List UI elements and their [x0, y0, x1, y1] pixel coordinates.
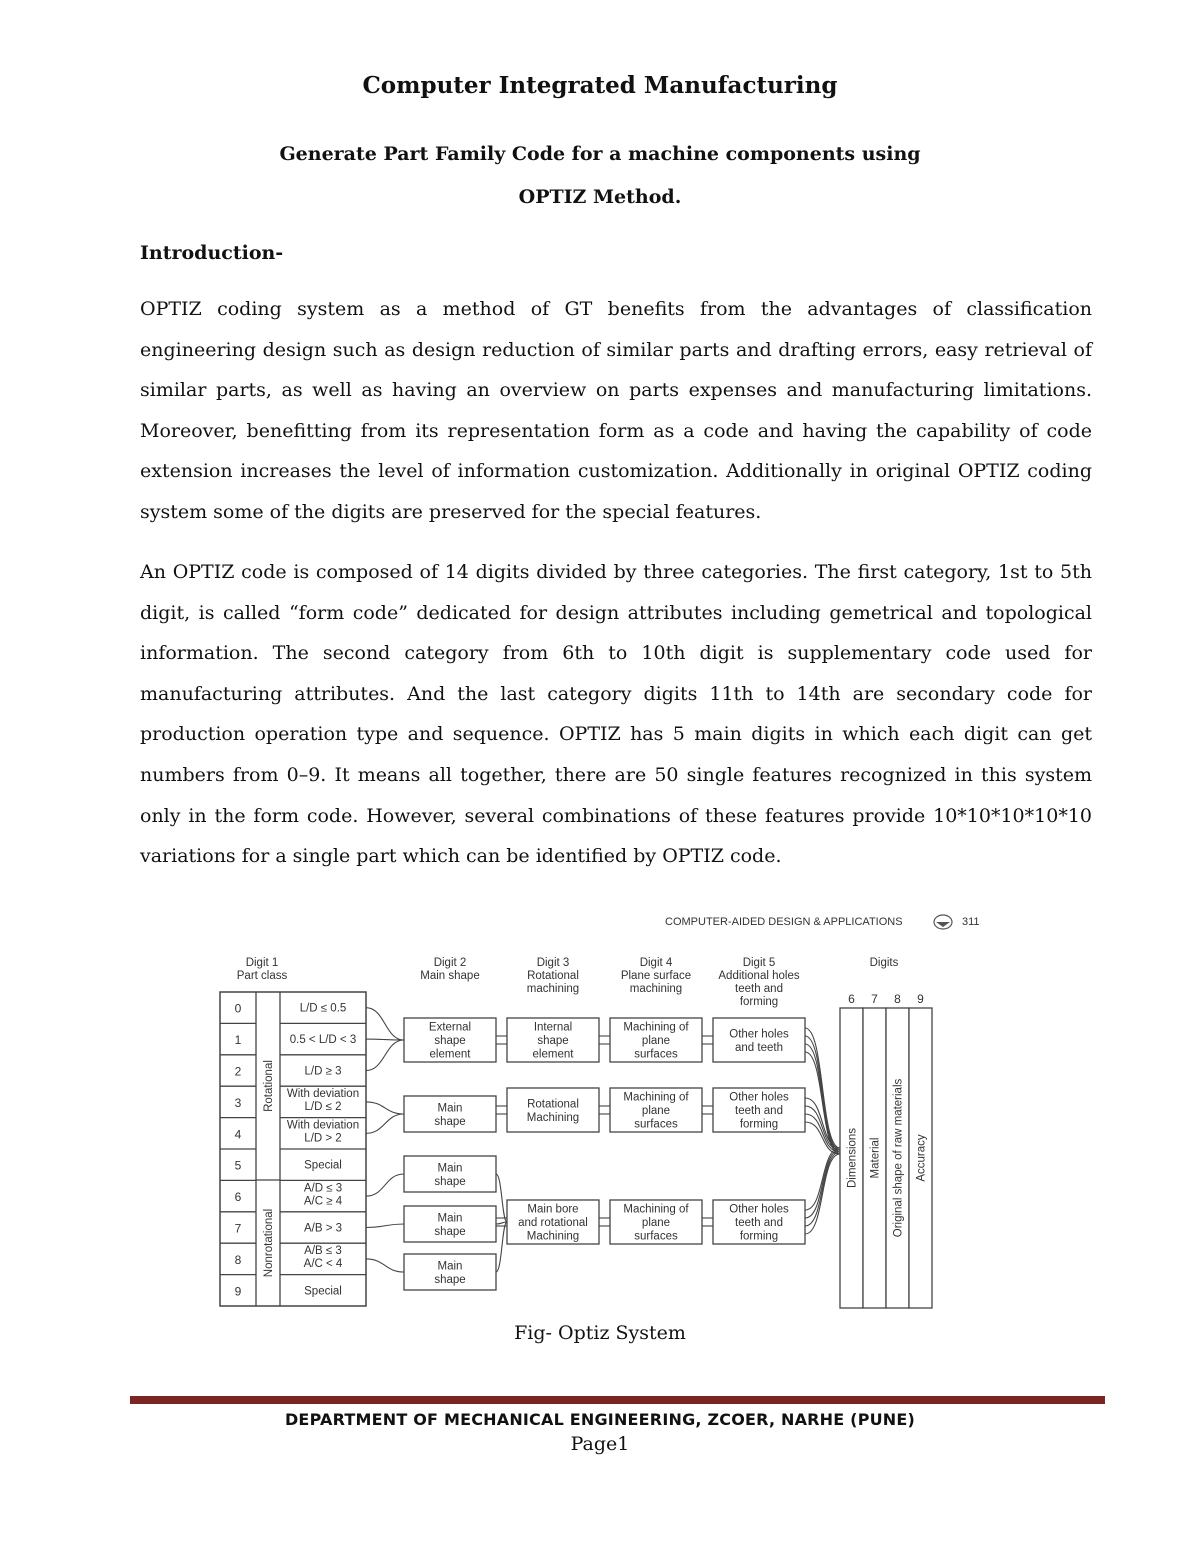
digit2-title: Digit 2 — [433, 957, 467, 969]
digit5-box-label: forming — [739, 1118, 779, 1131]
optiz-figure — [210, 900, 990, 1320]
document-title: Computer Integrated Manufacturing — [362, 72, 838, 99]
digit4-boxes — [610, 1018, 702, 1244]
part-class-label: L/D ≤ 0.5 — [299, 1002, 347, 1015]
connector — [805, 1106, 840, 1150]
part-class-label: A/B ≤ 3 — [304, 1245, 342, 1258]
connector — [366, 1008, 404, 1040]
digit2-boxes — [404, 1018, 496, 1290]
digit3-box-label: shape — [537, 1035, 569, 1047]
paragraph-2: An OPTIZ code is composed of 14 digits divided by three categories. The first category, 1st to 5th digit, is called “form code” dedicated for design attributes including gemetrical and topological information. The second category from 6th to 10th digit is supplementary code used for manufacturing attributes. And the last category digits 11th to 14th are secondary code for production operation type and sequence. OPTIZ has 5 main digits in which each digit can get numbers from 0–9. It means all together, there are 50 single features recognized in this system only in the form code. However, several combinations of these features provide 10*10*10*10*10 variations for a single part which can be identified by OPTIZ code. — [140, 561, 1092, 868]
digit3-box-label: element — [532, 1048, 574, 1061]
digit2-box-label: shape — [434, 1035, 466, 1047]
paragraph-1: OPTIZ coding system as a method of GT benefits from the advantages of classification engineering design such as design reduction of similar parts and drafting errors, easy retrieval of similar parts, as well as having an overview on parts expenses and manufacturing limitations. Moreover, benefitting from its representation form as a code and having the capability of code extension increases the level of information customization. Additionally in original OPTIZ coding system some of the digits are preserved for the special features. — [140, 298, 1092, 523]
row-number: 0 — [234, 1001, 242, 1016]
figure-page-number: 311 — [962, 916, 980, 928]
digit3-title: Digit 3 — [536, 957, 570, 969]
connector — [366, 1040, 404, 1071]
digit2-box-label: shape — [434, 1115, 466, 1128]
part-class-label: A/C ≥ 4 — [303, 1195, 343, 1208]
supplementary-digit-label: Material — [869, 1137, 882, 1179]
digit3-box-label: Main bore — [527, 1203, 579, 1216]
digit3-box-label: Machining — [526, 1111, 580, 1124]
connector — [366, 1102, 404, 1114]
connector — [366, 1224, 404, 1228]
digit1-subtitle: Part class — [236, 970, 288, 982]
digit5-subtitle-1: Additional holes — [718, 970, 800, 982]
digit5-box-label: Other holes — [729, 1203, 789, 1216]
introduction-heading: Introduction- — [140, 242, 284, 264]
digit3-subtitle-1: Rotational — [527, 970, 579, 982]
digit4-box-label: Machining of — [623, 1091, 689, 1104]
footer-rule — [130, 1396, 1105, 1404]
footer-department: DEPARTMENT OF MECHANICAL ENGINEERING, ZCOER, NARHE (PUNE) — [284, 1410, 916, 1429]
connector — [805, 1044, 840, 1152]
digit4-box-label: Machining of — [623, 1203, 689, 1216]
row-number: 6 — [234, 1190, 242, 1205]
part-class-label: L/D > 2 — [304, 1132, 342, 1145]
row-number: 4 — [234, 1127, 242, 1142]
digits-title: Digits — [869, 957, 899, 969]
connector — [805, 1148, 840, 1210]
row-number: 9 — [234, 1284, 242, 1299]
row-number: 8 — [234, 1252, 242, 1267]
digit5-box-label: forming — [739, 1230, 779, 1243]
digit2-box-label: Main — [437, 1102, 463, 1115]
supplementary-digit-number: 8 — [894, 992, 901, 1006]
row-number: 5 — [234, 1158, 242, 1173]
group-label-rotational: Rotational — [263, 1060, 275, 1112]
connector — [805, 1154, 840, 1234]
part-class-label: A/B > 3 — [303, 1222, 343, 1235]
supplementary-digit-number: 7 — [871, 992, 878, 1006]
supplementary-digit-label: Accuracy — [915, 1134, 928, 1182]
digit4-subtitle-1: Plane surface — [620, 970, 692, 982]
digit5-box-label: Other holes — [729, 1091, 789, 1104]
digit2-box-label: shape — [434, 1175, 466, 1188]
digit2-box-label: Main — [437, 1212, 463, 1225]
part-class-label: 0.5 < L/D < 3 — [289, 1034, 357, 1047]
connector — [366, 1114, 404, 1133]
digit4-subtitle-2: machining — [629, 983, 683, 995]
digit2-subtitle: Main shape — [420, 970, 480, 982]
part-class-label: With deviation — [286, 1088, 360, 1101]
connector — [496, 1174, 507, 1222]
digit5-box-label: Other holes — [729, 1028, 789, 1041]
digit4-box-label: plane — [641, 1105, 671, 1117]
digit4-box-label: surfaces — [634, 1230, 678, 1243]
subtitle-line-1: Generate Part Family Code for a machine components using — [279, 143, 921, 165]
digit5-box-label: teeth and — [735, 1105, 783, 1117]
footer-page-number: Page1 — [570, 1433, 630, 1455]
row-number: 7 — [234, 1221, 242, 1236]
supplementary-digit-label: Original shape of raw materials — [892, 1078, 905, 1238]
digit4-box-label: Machining of — [623, 1021, 689, 1034]
row-number: 3 — [234, 1095, 242, 1110]
digit3-subtitle-2: machining — [526, 983, 580, 995]
part-class-label: With deviation — [286, 1119, 360, 1132]
part-class-label: L/D ≥ 3 — [304, 1065, 342, 1078]
part-class-label: A/D ≤ 3 — [303, 1182, 343, 1195]
digit5-subtitle-3: forming — [739, 996, 779, 1008]
digit3-box-label: Rotational — [527, 1098, 579, 1111]
digit5-box-label: teeth and — [735, 1217, 783, 1229]
part-class-label: L/D ≤ 2 — [304, 1101, 342, 1114]
digit4-box-label: plane — [641, 1035, 671, 1047]
group-label-nonrotational: Nonrotational — [263, 1208, 275, 1278]
digit2-box-label: External — [428, 1021, 472, 1034]
digit4-box-label: plane — [641, 1217, 671, 1229]
digit1-title: Digit 1 — [245, 957, 279, 969]
digit5-box-label: and teeth — [735, 1041, 783, 1054]
digit3-box-label: and rotational — [518, 1217, 588, 1229]
part-class-label: Special — [304, 1285, 342, 1298]
connector — [496, 1222, 507, 1272]
digit2-box-label: Main — [437, 1260, 463, 1273]
figure-source-header: COMPUTER-AIDED DESIGN & APPLICATIONS — [665, 916, 903, 928]
connector — [805, 1152, 840, 1226]
subtitle-line-2: OPTIZ Method. — [518, 186, 682, 208]
digit4-box-label: surfaces — [634, 1118, 678, 1131]
optiz-diagram — [210, 900, 990, 1320]
supplementary-digit-number: 9 — [917, 992, 924, 1006]
digit2-box-label: Main — [437, 1162, 463, 1175]
digit3-box-label: Machining — [526, 1230, 580, 1243]
connector — [366, 1259, 404, 1272]
supplementary-digit-number: 6 — [848, 992, 855, 1006]
row-number: 1 — [234, 1033, 242, 1048]
row-number: 2 — [234, 1064, 242, 1079]
supplementary-digits — [840, 992, 932, 1308]
header-logo-icon — [934, 915, 952, 929]
part-class-rows — [220, 1002, 366, 1299]
part-class-label: A/C < 4 — [303, 1258, 343, 1271]
part-class-label: Special — [304, 1159, 342, 1172]
digit4-box-label: surfaces — [634, 1048, 678, 1061]
digit5-subtitle-2: teeth and — [735, 983, 783, 995]
connector — [366, 1174, 404, 1196]
connector — [805, 1028, 840, 1148]
supplementary-digit-label: Dimensions — [846, 1127, 859, 1189]
digit3-box-label: Internal — [533, 1021, 573, 1034]
digit4-title: Digit 4 — [639, 957, 673, 969]
digit2-box-label: shape — [434, 1225, 466, 1238]
digit5-title: Digit 5 — [742, 957, 776, 969]
digit3-boxes — [507, 1018, 599, 1244]
digit2-box-label: shape — [434, 1273, 466, 1286]
digit2-box-label: element — [429, 1048, 471, 1061]
digit5-boxes — [713, 1018, 805, 1244]
figure-caption: Fig- Optiz System — [514, 1322, 686, 1344]
